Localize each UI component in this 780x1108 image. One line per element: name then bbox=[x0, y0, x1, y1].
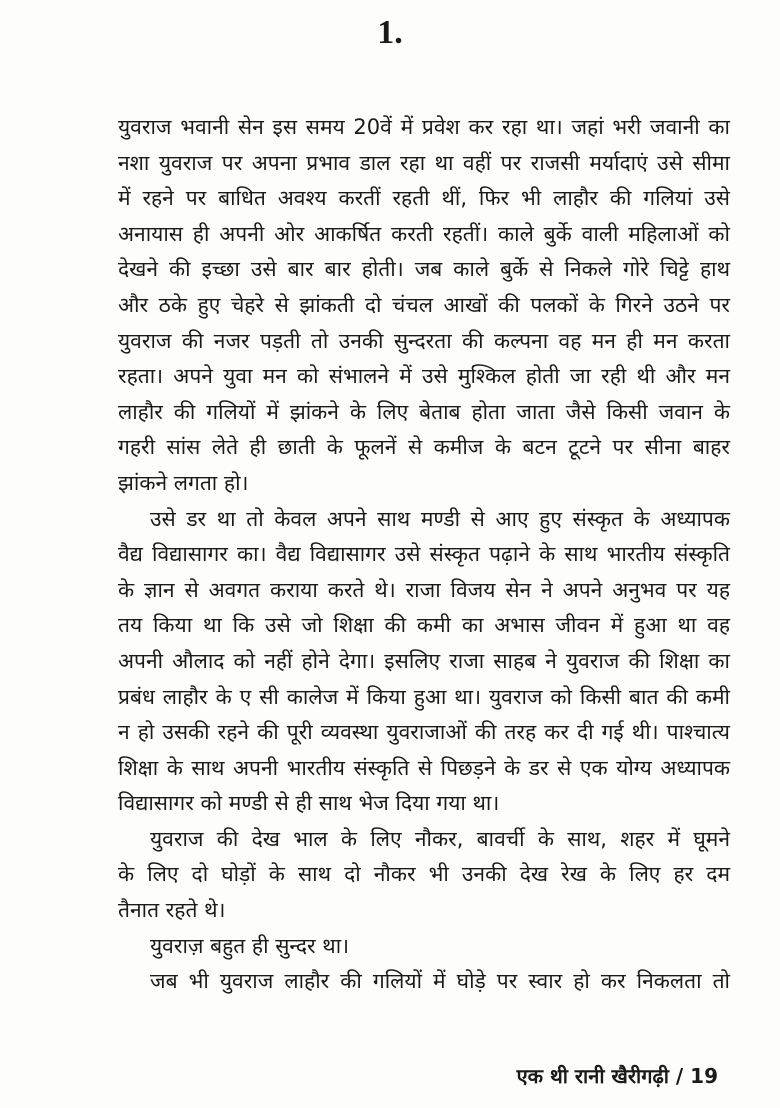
text-line: युवराज भवानी सेन इस समय 20वें में प्रवेश कर रहा था। जहां भरी जवानी का bbox=[118, 115, 730, 139]
text-line: तय किया था कि उसे जो शिक्षा की कमी का अभास जीवन में हुआ था वह bbox=[118, 613, 730, 638]
text-line: अपनी औलाद को नहीं होने देगा। इसलिए राजा साहब ने युवराज की शिक्षा का bbox=[118, 648, 730, 673]
paragraph bbox=[118, 929, 730, 965]
footer-separator: / bbox=[675, 1064, 684, 1088]
paragraph bbox=[118, 822, 730, 929]
text-line: युवराज की नजर पड़ती तो उनकी सुन्दरता की कल्पना वह मन ही मन करता bbox=[118, 328, 730, 353]
text-line: अनायास ही अपनी ओर आकर्षित करती रहतीं। काले बुर्के वाली महिलाओं को bbox=[118, 221, 730, 246]
book-title: एक थी रानी खैरीगढ़ी bbox=[516, 1064, 669, 1088]
paragraph bbox=[118, 502, 730, 822]
text-line: विद्यासागर को मण्डी से ही साथ भेज दिया गया था। bbox=[118, 791, 500, 816]
text-line: गहरी सांस लेते ही छाती के फूलनें से कमीज के बटन टूटने पर सीना बाहर bbox=[118, 435, 730, 460]
text-line: युवराज की देख भाल के लिए नौकर, बावर्ची के साथ, शहर में घूमने bbox=[150, 826, 730, 851]
text-line: शिक्षा के साथ अपनी भारतीय संस्कृति से पिछड़ने के डर से एक योग्य अध्यापक bbox=[118, 755, 730, 780]
text-line: प्रबंध लाहौर के ए सी कालेज में किया हुआ था। युवराज को किसी बात की कमी bbox=[118, 684, 730, 709]
body-text bbox=[118, 110, 730, 1000]
paragraph bbox=[118, 110, 730, 502]
page-footer bbox=[517, 1062, 718, 1089]
text-line: वैद्य विद्यासागर का। वैद्य विद्यासागर उसे संस्कृत पढ़ाने के साथ भारतीय संस्कृति bbox=[118, 542, 730, 567]
text-line: तैनात रहते थे। bbox=[118, 898, 226, 923]
text-line: देखने की इच्छा उसे बार बार होती। जब काले बुर्के से निकले गोरे चिट्टे हाथ bbox=[118, 257, 730, 282]
text-line: के ज्ञान से अवगत कराया करते थे। राजा विजय सेन ने अपने अनुभव पर यह bbox=[118, 577, 730, 602]
paragraph bbox=[118, 964, 730, 1000]
text-line: न हो उसकी रहने की पूरी व्यवस्था युवराजाओं की तरह कर दी गई थी। पाश्चात्य bbox=[118, 720, 730, 745]
text-line: युवराज़ बहुत ही सुन्दर था। bbox=[150, 933, 350, 958]
chapter-number: 1. bbox=[377, 14, 403, 51]
text-line: नशा युवराज पर अपना प्रभाव डाल रहा था वहीं पर राजसी मर्यादाएं उसे सीमा bbox=[118, 150, 730, 175]
text-line: के लिए दो घोड़ों के साथ दो नौकर भी उनकी देख रेख के लिए हर दम bbox=[118, 862, 730, 887]
text-line: रहता। अपने युवा मन को संभालने में उसे मुश्किल होती जा रही थी और मन bbox=[118, 364, 730, 389]
text-line: में रहने पर बाधित अवश्य करतीं रहती थीं, फिर भी लाहौर की गलियां उसे bbox=[118, 186, 730, 211]
text-line: और ठके हुए चेहरे से झांकती दो चंचल आखों की पलकों के गिरने उठने पर bbox=[118, 292, 730, 317]
text-line: झांकने लगता हो। bbox=[118, 470, 249, 495]
text-line: जब भी युवराज लाहौर की गलियों में घोड़े पर स्वार हो कर निकलता तो bbox=[150, 969, 730, 994]
page-number: 19 bbox=[690, 1064, 718, 1088]
text-line: उसे डर था तो केवल अपने साथ मण्डी से आए हुए संस्कृत के अध्यापक bbox=[150, 506, 730, 531]
text-line: लाहौर की गलियों में झांकने के लिए बेताब होता जाता जैसे किसी जवान के bbox=[118, 399, 730, 424]
